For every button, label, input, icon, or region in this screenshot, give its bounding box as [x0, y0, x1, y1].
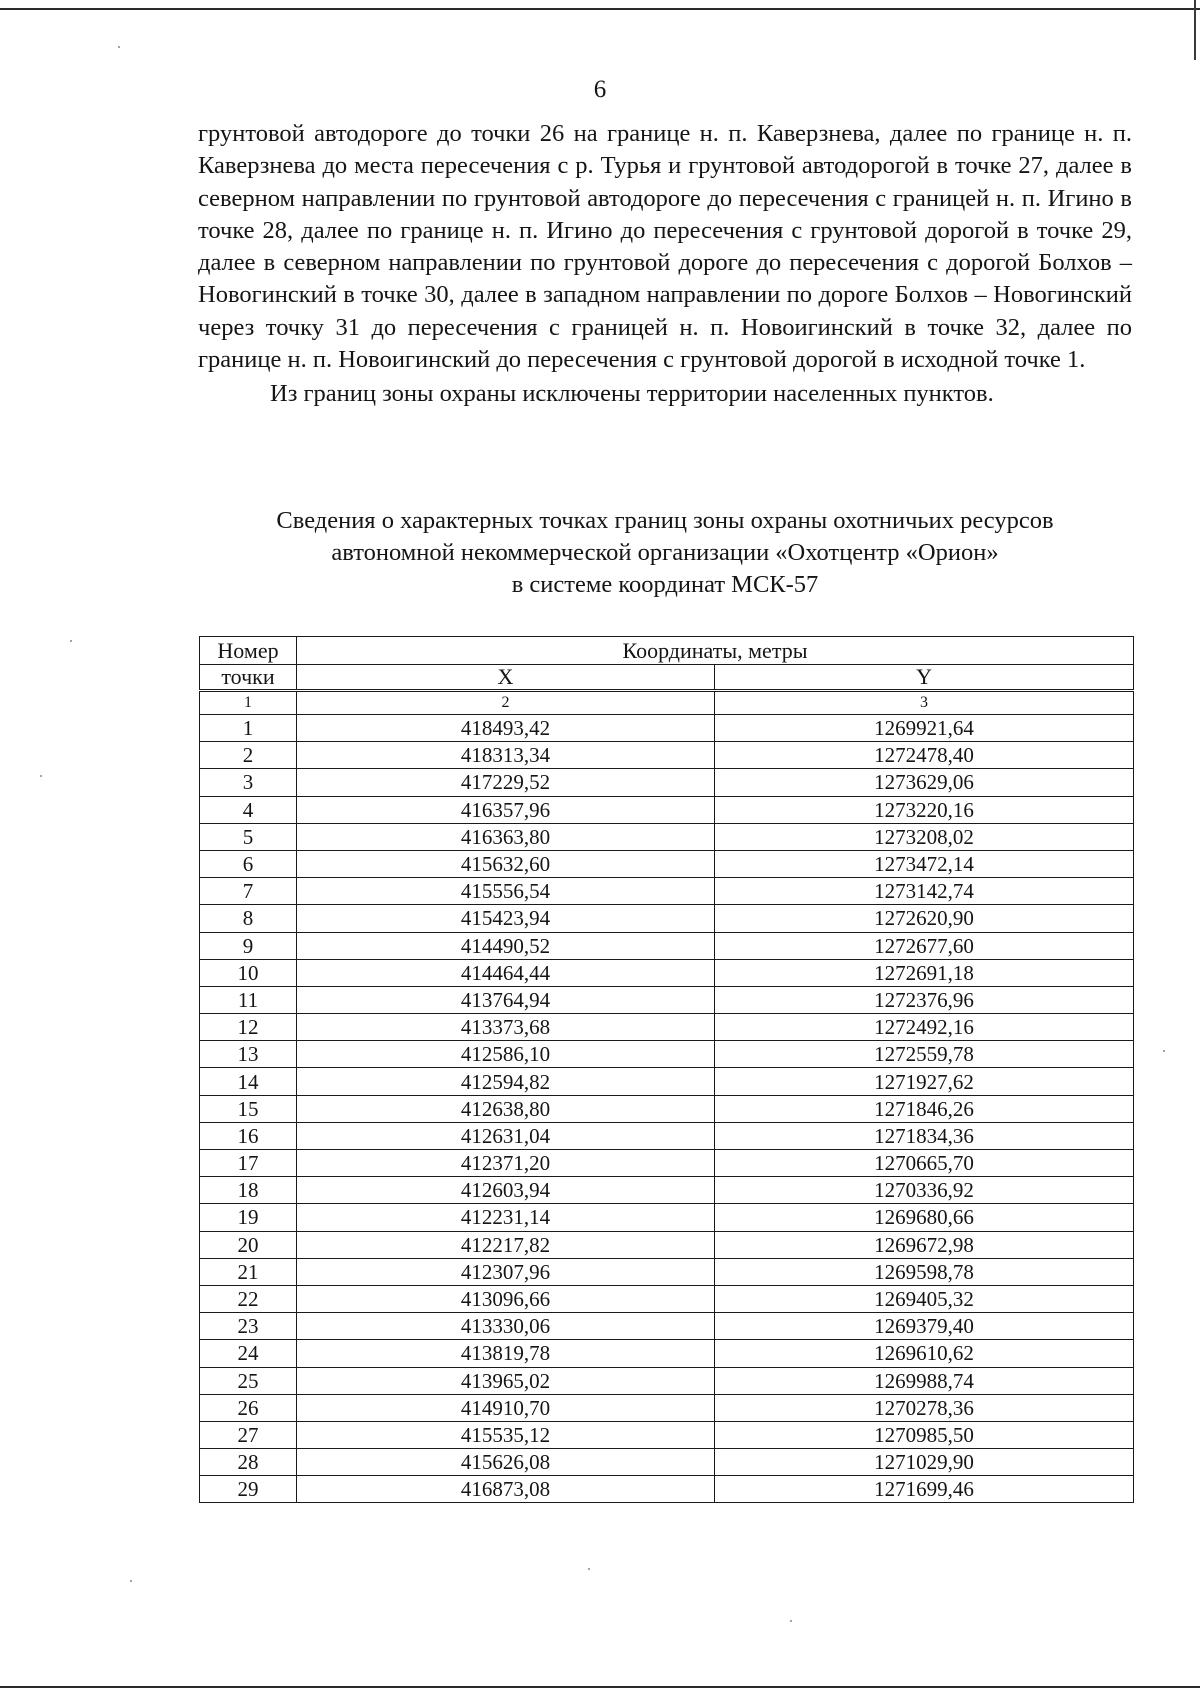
table-row — [200, 905, 1134, 932]
cell-y-coordinate: 1272620,90 — [715, 905, 1134, 932]
cell-x-coordinate: 413373,68 — [297, 1014, 715, 1041]
scan-border-right — [1194, 0, 1196, 60]
cell-point-number: 6 — [200, 850, 297, 877]
cell-point-number: 8 — [200, 905, 297, 932]
cell-x-coordinate: 415535,12 — [297, 1421, 715, 1448]
cell-point-number: 7 — [200, 878, 297, 905]
cell-x-coordinate: 414490,52 — [297, 932, 715, 959]
cell-point-number: 9 — [200, 932, 297, 959]
cell-y-coordinate: 1269598,78 — [715, 1258, 1134, 1285]
cell-x-coordinate: 414464,44 — [297, 959, 715, 986]
table-row — [200, 986, 1134, 1013]
cell-point-number: 19 — [200, 1204, 297, 1231]
cell-x-coordinate: 412307,96 — [297, 1258, 715, 1285]
cell-x-coordinate: 412638,80 — [297, 1095, 715, 1122]
cell-y-coordinate: 1272478,40 — [715, 742, 1134, 769]
cell-y-coordinate: 1269988,74 — [715, 1367, 1134, 1394]
table-row — [200, 1204, 1134, 1231]
cell-y-coordinate: 1272376,96 — [715, 986, 1134, 1013]
scan-speck — [70, 640, 72, 642]
scan-speck — [790, 1620, 792, 1622]
table-row — [200, 878, 1134, 905]
table-row — [200, 932, 1134, 959]
scan-speck — [118, 46, 120, 48]
cell-y-coordinate: 1269405,32 — [715, 1285, 1134, 1312]
table-heading-line-3: в системе координат МСК-57 — [511, 571, 819, 598]
cell-point-number: 26 — [200, 1394, 297, 1421]
table-heading-line-2: автономной некоммерческой организации «Охотцентр «Орион» — [331, 539, 999, 566]
cell-x-coordinate: 418493,42 — [297, 715, 715, 742]
table-row — [200, 1041, 1134, 1068]
cell-point-number: 18 — [200, 1177, 297, 1204]
table-row — [200, 959, 1134, 986]
cell-point-number: 12 — [200, 1014, 297, 1041]
cell-y-coordinate: 1269379,40 — [715, 1313, 1134, 1340]
table-row — [200, 850, 1134, 877]
table-row — [200, 1258, 1134, 1285]
table-row — [200, 1340, 1134, 1367]
cell-x-coordinate: 412371,20 — [297, 1150, 715, 1177]
cell-x-coordinate: 412217,82 — [297, 1231, 715, 1258]
scan-speck — [130, 1580, 132, 1582]
column-number-1: 1 — [200, 691, 297, 715]
cell-x-coordinate: 413330,06 — [297, 1313, 715, 1340]
cell-y-coordinate: 1273208,02 — [715, 823, 1134, 850]
cell-x-coordinate: 413096,66 — [297, 1285, 715, 1312]
cell-point-number: 29 — [200, 1476, 297, 1503]
cell-y-coordinate: 1273629,06 — [715, 769, 1134, 796]
table-heading — [150, 505, 1180, 601]
header-point-number: Номер — [200, 637, 297, 665]
table-row — [200, 1449, 1134, 1476]
table-row — [200, 1285, 1134, 1312]
cell-point-number: 15 — [200, 1095, 297, 1122]
cell-y-coordinate: 1271699,46 — [715, 1476, 1134, 1503]
cell-x-coordinate: 415423,94 — [297, 905, 715, 932]
page-number: 6 — [593, 76, 607, 103]
scan-speck — [588, 1568, 590, 1570]
cell-x-coordinate: 412631,04 — [297, 1122, 715, 1149]
table-row — [200, 1476, 1134, 1503]
cell-point-number: 13 — [200, 1041, 297, 1068]
cell-x-coordinate: 415556,54 — [297, 878, 715, 905]
table-heading-line-1: Сведения о характерных точках границ зоны охраны охотничьих ресурсов — [276, 507, 1054, 534]
paragraph-exclusion-note: Из границ зоны охраны исключены территории населенных пунктов. — [270, 380, 994, 408]
cell-x-coordinate: 413764,94 — [297, 986, 715, 1013]
coordinates-table — [199, 636, 1134, 1503]
table-row — [200, 1068, 1134, 1095]
cell-x-coordinate: 412603,94 — [297, 1177, 715, 1204]
table-row — [200, 742, 1134, 769]
body-text — [198, 118, 1132, 411]
cell-y-coordinate: 1270278,36 — [715, 1394, 1134, 1421]
cell-y-coordinate: 1271846,26 — [715, 1095, 1134, 1122]
cell-x-coordinate: 415626,08 — [297, 1449, 715, 1476]
cell-point-number: 5 — [200, 823, 297, 850]
cell-point-number: 2 — [200, 742, 297, 769]
cell-point-number: 10 — [200, 959, 297, 986]
table-row — [200, 1394, 1134, 1421]
cell-point-number: 21 — [200, 1258, 297, 1285]
scan-speck — [40, 775, 42, 777]
cell-x-coordinate: 416363,80 — [297, 823, 715, 850]
cell-x-coordinate: 413965,02 — [297, 1367, 715, 1394]
table-row — [200, 715, 1134, 742]
cell-point-number: 23 — [200, 1313, 297, 1340]
cell-x-coordinate: 416873,08 — [297, 1476, 715, 1503]
cell-point-number: 11 — [200, 986, 297, 1013]
cell-y-coordinate: 1272691,18 — [715, 959, 1134, 986]
scan-border-top — [0, 8, 1200, 10]
cell-y-coordinate: 1270665,70 — [715, 1150, 1134, 1177]
cell-point-number: 16 — [200, 1122, 297, 1149]
table-row — [200, 1421, 1134, 1448]
column-number-3: 3 — [715, 691, 1134, 715]
table-row — [200, 1095, 1134, 1122]
header-point-number-2: точки — [200, 665, 297, 691]
cell-y-coordinate: 1270336,92 — [715, 1177, 1134, 1204]
cell-y-coordinate: 1269921,64 — [715, 715, 1134, 742]
cell-y-coordinate: 1273220,16 — [715, 796, 1134, 823]
cell-y-coordinate: 1270985,50 — [715, 1421, 1134, 1448]
table-row — [200, 1122, 1134, 1149]
cell-x-coordinate: 417229,52 — [297, 769, 715, 796]
cell-point-number: 4 — [200, 796, 297, 823]
table-row — [200, 1014, 1134, 1041]
cell-x-coordinate: 418313,34 — [297, 742, 715, 769]
cell-point-number: 17 — [200, 1150, 297, 1177]
table-row — [200, 1231, 1134, 1258]
cell-point-number: 28 — [200, 1449, 297, 1476]
scan-border-bottom — [0, 1686, 1200, 1688]
cell-x-coordinate: 416357,96 — [297, 796, 715, 823]
cell-x-coordinate: 412586,10 — [297, 1041, 715, 1068]
table-body — [200, 715, 1134, 1503]
table-row — [200, 1177, 1134, 1204]
cell-x-coordinate: 414910,70 — [297, 1394, 715, 1421]
cell-y-coordinate: 1272677,60 — [715, 932, 1134, 959]
table-row — [200, 769, 1134, 796]
cell-point-number: 24 — [200, 1340, 297, 1367]
cell-y-coordinate: 1271029,90 — [715, 1449, 1134, 1476]
cell-point-number: 14 — [200, 1068, 297, 1095]
table-row — [200, 796, 1134, 823]
table-row — [200, 1313, 1134, 1340]
table-row — [200, 823, 1134, 850]
cell-x-coordinate: 413819,78 — [297, 1340, 715, 1367]
table-row — [200, 1367, 1134, 1394]
cell-y-coordinate: 1273142,74 — [715, 878, 1134, 905]
cell-y-coordinate: 1272492,16 — [715, 1014, 1134, 1041]
scan-speck — [1163, 1050, 1165, 1052]
paragraph-route-description: грунтовой автодороге до точки 26 на границе н. п. Каверзнева, далее по границе н. п. Каверзнева до места пересечения с р. Турья и грунтовой автодорогой в точке 27, далее в северном направлении по грунтовой автодороге до пересечения с границей н. п. Игино в точке 28, далее по границе н. п. Игино до пересечения с грунтовой дорогой в точке 29, далее в северном направлении по грунтовой дороге до пересечения с дорогой Болхов – Новогинский в точке 30, далее в западном направлении по дороге Болхов – Новогинский через точку 31 до пересечения с границей н. п. Новоигинский в точке 32, далее по границе н. п. Новоигинский до пересечения с грунтовой дорогой в исходной точке 1. — [198, 120, 1132, 374]
cell-x-coordinate: 412231,14 — [297, 1204, 715, 1231]
header-coordinates: Координаты, метры — [297, 637, 1134, 665]
cell-point-number: 20 — [200, 1231, 297, 1258]
cell-point-number: 22 — [200, 1285, 297, 1312]
cell-y-coordinate: 1272559,78 — [715, 1041, 1134, 1068]
cell-x-coordinate: 412594,82 — [297, 1068, 715, 1095]
cell-point-number: 1 — [200, 715, 297, 742]
cell-y-coordinate: 1273472,14 — [715, 850, 1134, 877]
cell-point-number: 27 — [200, 1421, 297, 1448]
column-number-2: 2 — [297, 691, 715, 715]
cell-y-coordinate: 1269672,98 — [715, 1231, 1134, 1258]
cell-point-number: 3 — [200, 769, 297, 796]
cell-y-coordinate: 1269610,62 — [715, 1340, 1134, 1367]
header-x: X — [297, 665, 715, 691]
cell-y-coordinate: 1271834,36 — [715, 1122, 1134, 1149]
table-row — [200, 1150, 1134, 1177]
cell-y-coordinate: 1269680,66 — [715, 1204, 1134, 1231]
cell-point-number: 25 — [200, 1367, 297, 1394]
header-y: Y — [715, 665, 1134, 691]
cell-x-coordinate: 415632,60 — [297, 850, 715, 877]
cell-y-coordinate: 1271927,62 — [715, 1068, 1134, 1095]
